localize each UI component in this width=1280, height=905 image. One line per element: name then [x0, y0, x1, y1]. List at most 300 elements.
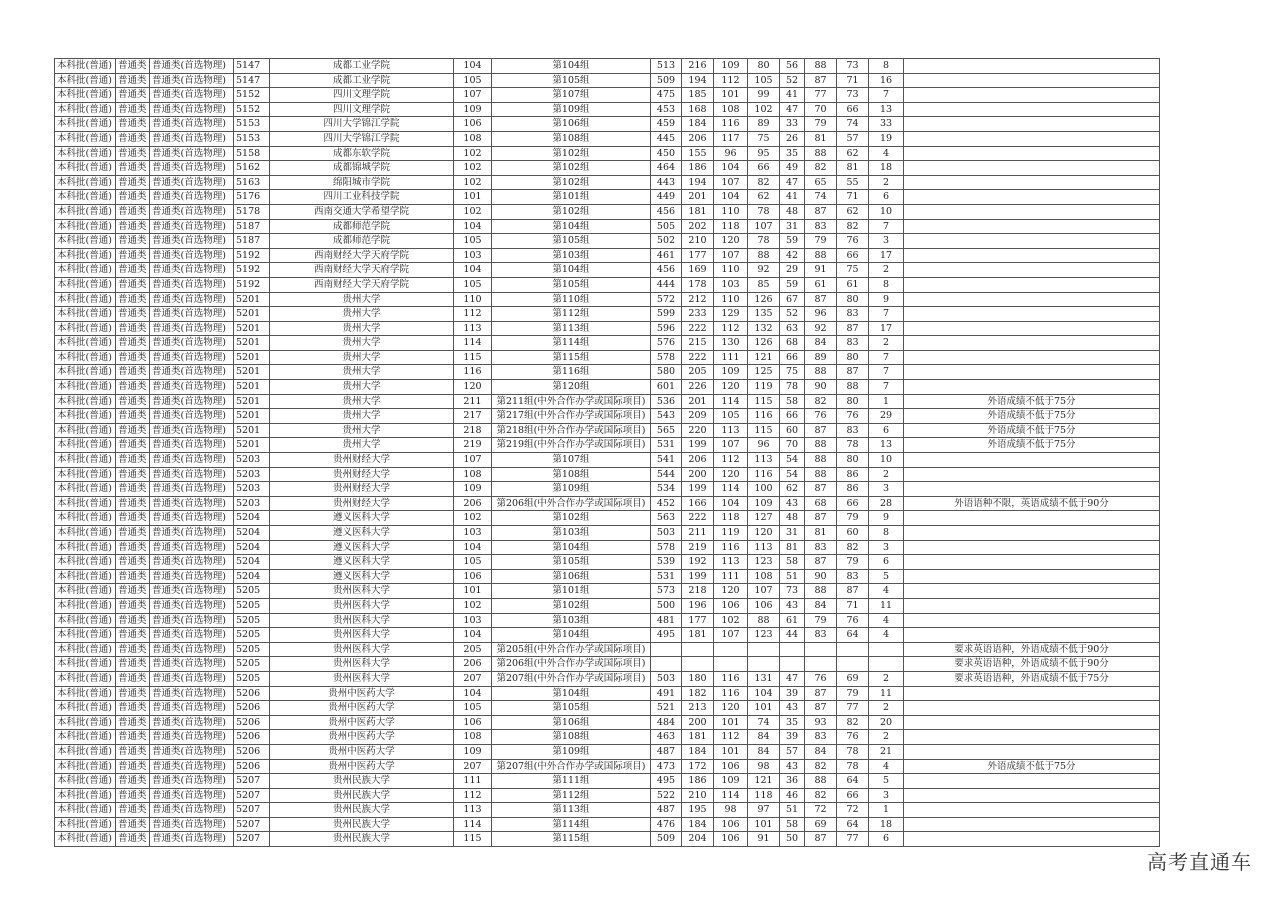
school-name-cell: 贵州民族大学: [270, 817, 454, 832]
group-code-cell: 115: [454, 350, 492, 365]
school-code-cell: 5204: [234, 555, 270, 570]
score-a-cell: 184: [682, 117, 714, 132]
score-e-cell: 87: [805, 701, 837, 716]
table-row: [55, 671, 1160, 686]
score-b-cell: 104: [714, 496, 748, 511]
total-score-cell: 536: [651, 394, 682, 409]
type-cell: 普通类: [116, 161, 150, 176]
count-cell: 17: [869, 321, 904, 336]
batch-cell: 本科批(普通): [55, 88, 116, 103]
score-a-cell: 172: [682, 759, 714, 774]
count-cell: 2: [869, 175, 904, 190]
group-code-cell: 120: [454, 380, 492, 395]
table-row: [55, 657, 1160, 672]
group-code-cell: 105: [454, 73, 492, 88]
score-b-cell: 106: [714, 832, 748, 847]
score-c-cell: 102: [748, 102, 780, 117]
score-e-cell: 68: [805, 496, 837, 511]
subject-cell: 普通类(首选物理): [150, 540, 234, 555]
table-row: [55, 190, 1160, 205]
group-name-cell: 第106组: [492, 569, 651, 584]
score-f-cell: 62: [837, 204, 869, 219]
group-code-cell: 102: [454, 511, 492, 526]
batch-cell: 本科批(普通): [55, 321, 116, 336]
type-cell: 普通类: [116, 88, 150, 103]
score-f-cell: 81: [837, 161, 869, 176]
score-a-cell: 181: [682, 628, 714, 643]
table-row: [55, 59, 1160, 74]
table-row: [55, 453, 1160, 468]
group-name-cell: 第113组: [492, 321, 651, 336]
school-code-cell: 5204: [234, 526, 270, 541]
subject-cell: 普通类(首选物理): [150, 438, 234, 453]
remark-cell: [904, 628, 1160, 643]
count-cell: 3: [869, 482, 904, 497]
type-cell: 普通类: [116, 671, 150, 686]
subject-cell: 普通类(首选物理): [150, 628, 234, 643]
subject-cell: 普通类(首选物理): [150, 321, 234, 336]
score-e-cell: 82: [805, 161, 837, 176]
batch-cell: 本科批(普通): [55, 394, 116, 409]
count-cell: 6: [869, 190, 904, 205]
score-d-cell: 39: [780, 730, 805, 745]
school-code-cell: 5192: [234, 263, 270, 278]
score-a-cell: 168: [682, 102, 714, 117]
score-a-cell: 211: [682, 526, 714, 541]
score-d-cell: 66: [780, 350, 805, 365]
score-b-cell: 107: [714, 628, 748, 643]
group-code-cell: 102: [454, 598, 492, 613]
total-score-cell: [651, 657, 682, 672]
score-d-cell: 70: [780, 438, 805, 453]
count-cell: 3: [869, 788, 904, 803]
group-name-cell: 第111组: [492, 774, 651, 789]
group-code-cell: 116: [454, 365, 492, 380]
score-f-cell: 78: [837, 759, 869, 774]
subject-cell: 普通类(首选物理): [150, 467, 234, 482]
table-row: [55, 526, 1160, 541]
type-cell: 普通类: [116, 759, 150, 774]
score-a-cell: 194: [682, 175, 714, 190]
score-c-cell: 123: [748, 628, 780, 643]
group-code-cell: 108: [454, 730, 492, 745]
score-d-cell: 41: [780, 190, 805, 205]
batch-cell: 本科批(普通): [55, 715, 116, 730]
group-code-cell: 101: [454, 190, 492, 205]
type-cell: 普通类: [116, 496, 150, 511]
total-score-cell: 461: [651, 248, 682, 263]
table-row: [55, 496, 1160, 511]
subject-cell: 普通类(首选物理): [150, 598, 234, 613]
type-cell: 普通类: [116, 453, 150, 468]
score-d-cell: 47: [780, 175, 805, 190]
batch-cell: 本科批(普通): [55, 686, 116, 701]
subject-cell: 普通类(首选物理): [150, 248, 234, 263]
score-d-cell: 52: [780, 73, 805, 88]
school-name-cell: 贵州民族大学: [270, 803, 454, 818]
table-row: [55, 803, 1160, 818]
score-f-cell: 82: [837, 715, 869, 730]
school-code-cell: 5206: [234, 701, 270, 716]
type-cell: 普通类: [116, 117, 150, 132]
table-row: [55, 175, 1160, 190]
score-c-cell: 78: [748, 204, 780, 219]
score-c-cell: 104: [748, 686, 780, 701]
score-b-cell: 103: [714, 277, 748, 292]
score-e-cell: 91: [805, 263, 837, 278]
score-a-cell: 204: [682, 832, 714, 847]
group-code-cell: 218: [454, 423, 492, 438]
total-score-cell: 539: [651, 555, 682, 570]
score-e-cell: 82: [805, 394, 837, 409]
school-code-cell: 5176: [234, 190, 270, 205]
total-score-cell: 521: [651, 701, 682, 716]
table-row: [55, 73, 1160, 88]
score-a-cell: 220: [682, 423, 714, 438]
score-e-cell: 87: [805, 292, 837, 307]
school-code-cell: 5162: [234, 161, 270, 176]
group-code-cell: 105: [454, 555, 492, 570]
count-cell: 7: [869, 219, 904, 234]
school-name-cell: 遵义医科大学: [270, 540, 454, 555]
score-d-cell: 43: [780, 759, 805, 774]
table-row: [55, 686, 1160, 701]
count-cell: 16: [869, 73, 904, 88]
score-d-cell: 75: [780, 365, 805, 380]
remark-cell: [904, 526, 1160, 541]
score-f-cell: 82: [837, 219, 869, 234]
score-e-cell: 84: [805, 336, 837, 351]
group-name-cell: 第206组(中外合作办学或国际项目): [492, 657, 651, 672]
group-code-cell: 104: [454, 263, 492, 278]
batch-cell: 本科批(普通): [55, 409, 116, 424]
batch-cell: 本科批(普通): [55, 511, 116, 526]
count-cell: 13: [869, 102, 904, 117]
score-d-cell: 59: [780, 277, 805, 292]
table-row: [55, 701, 1160, 716]
batch-cell: 本科批(普通): [55, 307, 116, 322]
table-row: [55, 102, 1160, 117]
table-row: [55, 204, 1160, 219]
table-row: [55, 540, 1160, 555]
remark-cell: 要求英语语种，外语成绩不低于90分: [904, 642, 1160, 657]
school-code-cell: 5147: [234, 73, 270, 88]
school-name-cell: 贵州医科大学: [270, 671, 454, 686]
score-f-cell: 80: [837, 453, 869, 468]
total-score-cell: 580: [651, 365, 682, 380]
score-c-cell: 82: [748, 175, 780, 190]
score-a-cell: 202: [682, 219, 714, 234]
remark-cell: 要求英语语种，外语成绩不低于75分: [904, 671, 1160, 686]
score-f-cell: 73: [837, 59, 869, 74]
total-score-cell: 444: [651, 277, 682, 292]
type-cell: 普通类: [116, 394, 150, 409]
count-cell: 7: [869, 380, 904, 395]
total-score-cell: 487: [651, 803, 682, 818]
subject-cell: 普通类(首选物理): [150, 365, 234, 380]
score-b-cell: [714, 657, 748, 672]
score-a-cell: 200: [682, 467, 714, 482]
type-cell: 普通类: [116, 701, 150, 716]
watermark-text: 高考直通车: [1147, 850, 1252, 874]
type-cell: 普通类: [116, 511, 150, 526]
score-a-cell: 222: [682, 350, 714, 365]
score-f-cell: 76: [837, 613, 869, 628]
group-name-cell: 第106组: [492, 117, 651, 132]
table-row: [55, 759, 1160, 774]
group-name-cell: 第112组: [492, 788, 651, 803]
school-name-cell: 贵州医科大学: [270, 657, 454, 672]
total-score-cell: 495: [651, 774, 682, 789]
total-score-cell: 572: [651, 292, 682, 307]
batch-cell: 本科批(普通): [55, 59, 116, 74]
remark-cell: [904, 598, 1160, 613]
type-cell: 普通类: [116, 204, 150, 219]
type-cell: 普通类: [116, 540, 150, 555]
table-row: [55, 409, 1160, 424]
score-d-cell: 41: [780, 88, 805, 103]
remark-cell: 外语成绩不低于75分: [904, 423, 1160, 438]
type-cell: 普通类: [116, 365, 150, 380]
school-name-cell: 贵州中医药大学: [270, 759, 454, 774]
batch-cell: 本科批(普通): [55, 540, 116, 555]
score-c-cell: 78: [748, 234, 780, 249]
score-c-cell: 121: [748, 350, 780, 365]
score-f-cell: 64: [837, 817, 869, 832]
score-b-cell: 101: [714, 715, 748, 730]
table-row: [55, 365, 1160, 380]
table-row: [55, 423, 1160, 438]
table-row: [55, 380, 1160, 395]
school-code-cell: 5201: [234, 365, 270, 380]
score-b-cell: 120: [714, 584, 748, 599]
school-name-cell: 四川大学锦江学院: [270, 131, 454, 146]
score-a-cell: 200: [682, 715, 714, 730]
group-name-cell: 第110组: [492, 292, 651, 307]
score-c-cell: 126: [748, 336, 780, 351]
score-d-cell: 42: [780, 248, 805, 263]
total-score-cell: 456: [651, 204, 682, 219]
type-cell: 普通类: [116, 73, 150, 88]
remark-cell: [904, 467, 1160, 482]
school-name-cell: 贵州中医药大学: [270, 744, 454, 759]
subject-cell: 普通类(首选物理): [150, 336, 234, 351]
score-f-cell: 76: [837, 409, 869, 424]
type-cell: 普通类: [116, 234, 150, 249]
score-f-cell: 79: [837, 686, 869, 701]
table-row: [55, 321, 1160, 336]
group-name-cell: 第102组: [492, 161, 651, 176]
total-score-cell: 543: [651, 409, 682, 424]
remark-cell: [904, 350, 1160, 365]
score-a-cell: 205: [682, 365, 714, 380]
score-a-cell: 155: [682, 146, 714, 161]
type-cell: 普通类: [116, 307, 150, 322]
group-code-cell: 104: [454, 540, 492, 555]
score-e-cell: 76: [805, 671, 837, 686]
score-d-cell: 31: [780, 219, 805, 234]
score-e-cell: 83: [805, 730, 837, 745]
remark-cell: [904, 117, 1160, 132]
remark-cell: 外语成绩不低于75分: [904, 394, 1160, 409]
score-a-cell: 192: [682, 555, 714, 570]
score-a-cell: 199: [682, 569, 714, 584]
score-d-cell: 67: [780, 292, 805, 307]
count-cell: 2: [869, 701, 904, 716]
school-code-cell: 5192: [234, 248, 270, 263]
count-cell: 7: [869, 88, 904, 103]
school-code-cell: 5206: [234, 759, 270, 774]
count-cell: 4: [869, 584, 904, 599]
type-cell: 普通类: [116, 613, 150, 628]
score-e-cell: 88: [805, 146, 837, 161]
score-e-cell: 87: [805, 511, 837, 526]
school-code-cell: 5205: [234, 584, 270, 599]
type-cell: 普通类: [116, 175, 150, 190]
score-c-cell: [748, 657, 780, 672]
type-cell: 普通类: [116, 642, 150, 657]
table-row: [55, 131, 1160, 146]
total-score-cell: 473: [651, 759, 682, 774]
count-cell: 2: [869, 671, 904, 686]
count-cell: 3: [869, 540, 904, 555]
score-b-cell: 108: [714, 102, 748, 117]
remark-cell: [904, 788, 1160, 803]
type-cell: 普通类: [116, 482, 150, 497]
group-name-cell: 第105组: [492, 701, 651, 716]
remark-cell: 外语语种不限，英语成绩不低于90分: [904, 496, 1160, 511]
score-f-cell: 80: [837, 292, 869, 307]
group-code-cell: 107: [454, 453, 492, 468]
subject-cell: 普通类(首选物理): [150, 73, 234, 88]
school-code-cell: 5207: [234, 817, 270, 832]
total-score-cell: 500: [651, 598, 682, 613]
score-d-cell: 48: [780, 511, 805, 526]
score-b-cell: 101: [714, 88, 748, 103]
total-score-cell: 452: [651, 496, 682, 511]
school-name-cell: 贵州大学: [270, 409, 454, 424]
count-cell: 4: [869, 759, 904, 774]
group-code-cell: 207: [454, 671, 492, 686]
school-code-cell: 5204: [234, 569, 270, 584]
score-e-cell: 77: [805, 88, 837, 103]
score-a-cell: 206: [682, 131, 714, 146]
score-b-cell: 116: [714, 540, 748, 555]
school-name-cell: 贵州大学: [270, 321, 454, 336]
group-code-cell: 105: [454, 277, 492, 292]
remark-cell: [904, 161, 1160, 176]
table-row: [55, 438, 1160, 453]
group-code-cell: 109: [454, 102, 492, 117]
group-name-cell: 第107组: [492, 453, 651, 468]
score-c-cell: 132: [748, 321, 780, 336]
score-b-cell: 113: [714, 555, 748, 570]
count-cell: 4: [869, 146, 904, 161]
type-cell: 普通类: [116, 730, 150, 745]
score-c-cell: 113: [748, 540, 780, 555]
table-row: [55, 336, 1160, 351]
group-name-cell: 第102组: [492, 598, 651, 613]
group-code-cell: 101: [454, 584, 492, 599]
batch-cell: 本科批(普通): [55, 701, 116, 716]
group-name-cell: 第104组: [492, 219, 651, 234]
school-code-cell: 5152: [234, 102, 270, 117]
group-name-cell: 第103组: [492, 248, 651, 263]
school-name-cell: 贵州中医药大学: [270, 730, 454, 745]
count-cell: 9: [869, 511, 904, 526]
group-name-cell: 第104组: [492, 263, 651, 278]
subject-cell: 普通类(首选物理): [150, 423, 234, 438]
group-name-cell: 第107组: [492, 88, 651, 103]
count-cell: 21: [869, 744, 904, 759]
type-cell: 普通类: [116, 102, 150, 117]
table-row: [55, 88, 1160, 103]
total-score-cell: 596: [651, 321, 682, 336]
type-cell: 普通类: [116, 321, 150, 336]
group-name-cell: 第108组: [492, 131, 651, 146]
group-name-cell: 第105组: [492, 73, 651, 88]
score-d-cell: 57: [780, 744, 805, 759]
group-code-cell: 211: [454, 394, 492, 409]
score-b-cell: 104: [714, 161, 748, 176]
group-name-cell: 第219组(中外合作办学或国际项目): [492, 438, 651, 453]
score-d-cell: 47: [780, 102, 805, 117]
subject-cell: 普通类(首选物理): [150, 744, 234, 759]
score-a-cell: 177: [682, 613, 714, 628]
group-name-cell: 第102组: [492, 146, 651, 161]
batch-cell: 本科批(普通): [55, 102, 116, 117]
type-cell: 普通类: [116, 526, 150, 541]
group-code-cell: 102: [454, 161, 492, 176]
remark-cell: [904, 832, 1160, 847]
score-e-cell: 76: [805, 409, 837, 424]
subject-cell: 普通类(首选物理): [150, 803, 234, 818]
score-f-cell: 83: [837, 423, 869, 438]
remark-cell: [904, 146, 1160, 161]
school-name-cell: 成都工业学院: [270, 73, 454, 88]
count-cell: 11: [869, 686, 904, 701]
subject-cell: 普通类(首选物理): [150, 59, 234, 74]
count-cell: 6: [869, 423, 904, 438]
score-d-cell: 58: [780, 817, 805, 832]
batch-cell: 本科批(普通): [55, 117, 116, 132]
score-b-cell: 112: [714, 73, 748, 88]
school-name-cell: 贵州大学: [270, 307, 454, 322]
score-e-cell: 88: [805, 467, 837, 482]
batch-cell: 本科批(普通): [55, 467, 116, 482]
score-f-cell: 66: [837, 248, 869, 263]
subject-cell: 普通类(首选物理): [150, 569, 234, 584]
score-a-cell: [682, 657, 714, 672]
group-name-cell: 第120组: [492, 380, 651, 395]
school-code-cell: 5153: [234, 117, 270, 132]
score-d-cell: 39: [780, 686, 805, 701]
score-b-cell: 116: [714, 671, 748, 686]
score-f-cell: 60: [837, 526, 869, 541]
group-name-cell: 第105组: [492, 234, 651, 249]
group-name-cell: 第115组: [492, 832, 651, 847]
score-f-cell: 78: [837, 438, 869, 453]
total-score-cell: 531: [651, 438, 682, 453]
table-row: [55, 292, 1160, 307]
group-code-cell: 112: [454, 307, 492, 322]
total-score-cell: 450: [651, 146, 682, 161]
score-c-cell: 88: [748, 613, 780, 628]
total-score-cell: 531: [651, 569, 682, 584]
school-name-cell: 贵州大学: [270, 336, 454, 351]
group-code-cell: 113: [454, 321, 492, 336]
score-f-cell: 66: [837, 788, 869, 803]
